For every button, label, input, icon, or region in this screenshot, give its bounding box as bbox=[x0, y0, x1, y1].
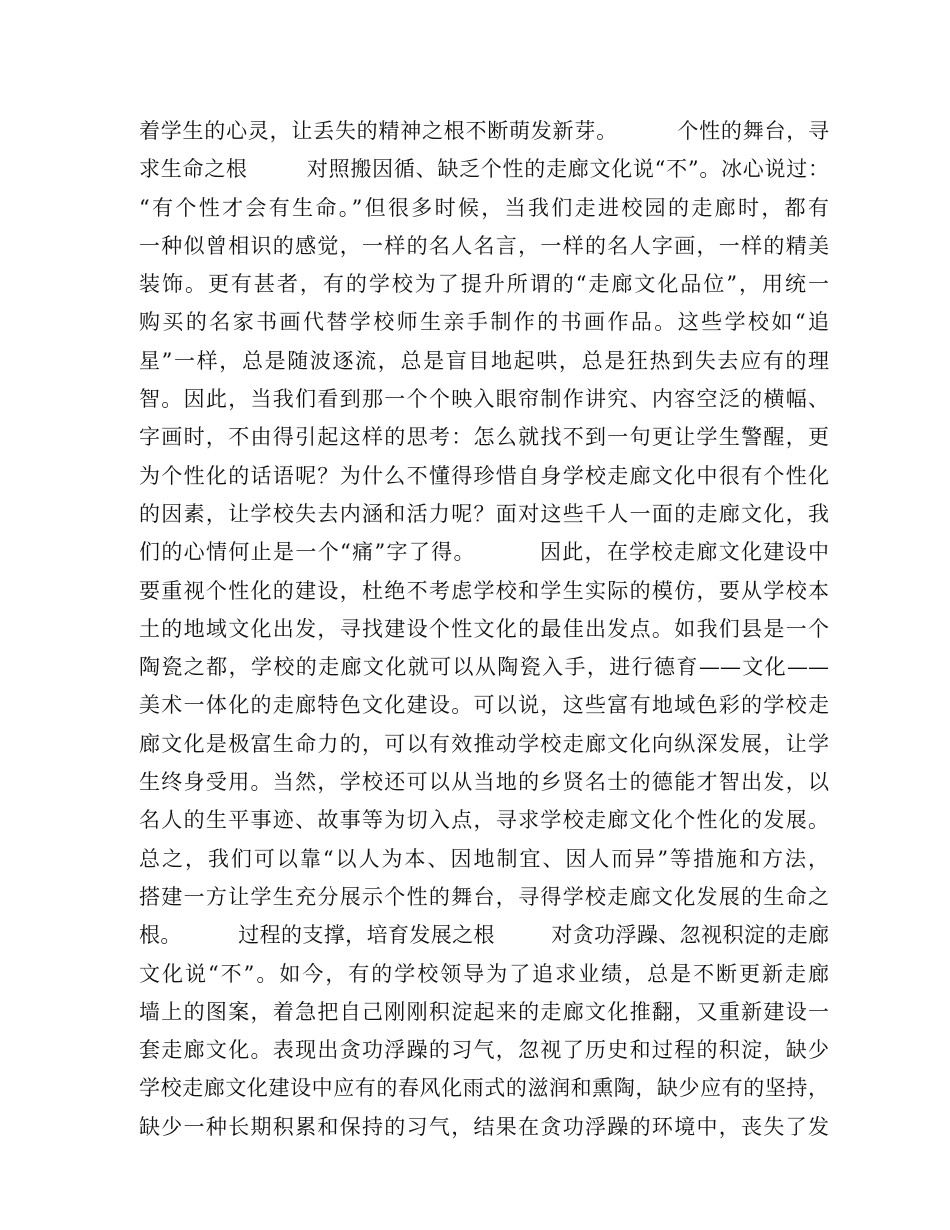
text-line: 墙上的图案，着急把自己刚刚积淀起来的走廊文化推翻，又重新建设一 bbox=[139, 999, 829, 1024]
text-line: 名人的生平事迹、故事等为切入点，寻求学校走廊文化个性化的发展。 bbox=[139, 808, 829, 833]
text-line: 智。因此，当我们看到那一个个映入眼帘制作讲究、内容空泛的横幅、 bbox=[139, 387, 829, 412]
text-line: 要重视个性化的建设，杜绝不考虑学校和学生实际的模仿，要从学校本 bbox=[139, 578, 829, 603]
text-line: 为个性化的话语呢？为什么不懂得珍惜自身学校走廊文化中很有个性化 bbox=[139, 463, 829, 488]
text-line: 的因素，让学校失去内涵和活力呢？面对这些千人一面的走廊文化，我 bbox=[139, 501, 829, 526]
text-line: 文化说“不”。如今，有的学校领导为了追求业绩，总是不断更新走廊 bbox=[139, 961, 829, 986]
text-line: 根。 过程的支撑，培育发展之根 对贪功浮躁、忽视积淀的走廊 bbox=[139, 923, 829, 948]
text-line: 一种似曾相识的感觉，一样的名人名言，一样的名人字画，一样的精美 bbox=[139, 233, 829, 258]
text-line: 土的地域文化出发，寻找建设个性文化的最佳出发点。如我们县是一个 bbox=[139, 616, 829, 641]
body-text bbox=[139, 112, 829, 1146]
text-line: 星”一样，总是随波逐流，总是盲目地起哄，总是狂热到失去应有的理 bbox=[139, 348, 829, 373]
text-line: 们的心情何止是一个“痛”字了得。 因此，在学校走廊文化建设中 bbox=[139, 540, 829, 565]
text-line: 缺少一种长期积累和保持的习气，结果在贪功浮躁的环境中，丧失了发 bbox=[139, 1114, 829, 1139]
text-line: 字画时，不由得引起这样的思考：怎么就找不到一句更让学生警醒，更 bbox=[139, 425, 829, 450]
text-line: 生终身受用。当然，学校还可以从当地的乡贤名士的德能才智出发，以 bbox=[139, 770, 829, 795]
text-line: 购买的名家书画代替学校师生亲手制作的书画作品。这些学校如“追 bbox=[139, 310, 829, 335]
text-line: 着学生的心灵，让丢失的精神之根不断萌发新芽。 个性的舞台，寻 bbox=[139, 119, 829, 143]
text-line: 搭建一方让学生充分展示个性的舞台，寻得学校走廊文化发展的生命之 bbox=[139, 884, 829, 909]
text-line: 陶瓷之都，学校的走廊文化就可以从陶瓷入手，进行德育——文化—— bbox=[139, 655, 829, 680]
text-line: 美术一体化的走廊特色文化建设。可以说，这些富有地域色彩的学校走 bbox=[139, 693, 829, 718]
text-line: 套走廊文化。表现出贪功浮躁的习气，忽视了历史和过程的积淀，缺少 bbox=[139, 1038, 829, 1063]
text-line: 求生命之根 对照搬因循、缺乏个性的走廊文化说“不”。冰心说过： bbox=[139, 157, 829, 182]
text-line: 学校走廊文化建设中应有的春风化雨式的滋润和熏陶，缺少应有的坚持， bbox=[139, 1076, 829, 1101]
text-line: “有个性才会有生命。”但很多时候，当我们走进校园的走廊时，都有 bbox=[139, 195, 829, 220]
text-line: 总之，我们可以靠“以人为本、因地制宜、因人而异”等措施和方法， bbox=[139, 846, 829, 871]
text-line: 廊文化是极富生命力的，可以有效推动学校走廊文化向纵深发展，让学 bbox=[139, 731, 829, 756]
text-line: 装饰。更有甚者，有的学校为了提升所谓的“走廊文化品位”，用统一 bbox=[139, 272, 829, 297]
